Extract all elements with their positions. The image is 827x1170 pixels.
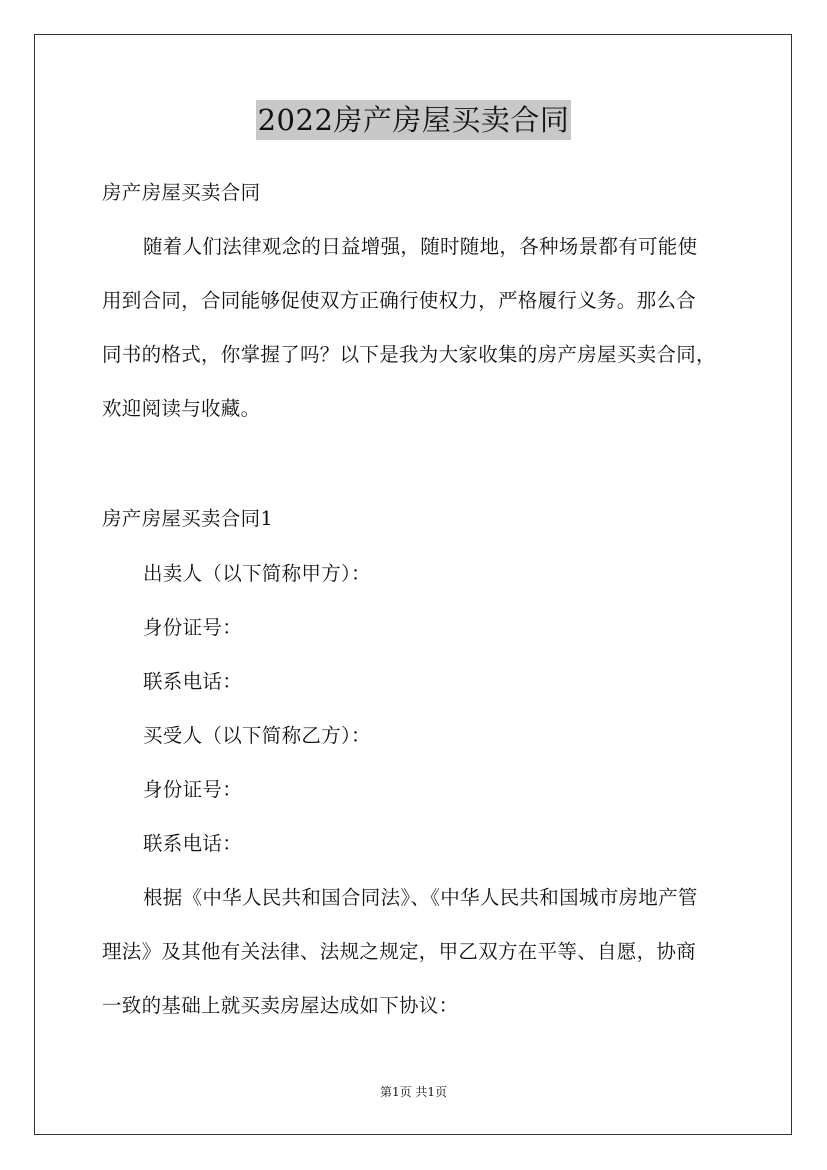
buyer-phone-field: 联系电话：: [143, 832, 243, 855]
intro-line-1: 随着人们法律观念的日益增强，随时随地，各种场景都有可能使: [143, 235, 698, 258]
intro-line-3: 同书的格式，你掌握了吗？以下是我为大家收集的房产房屋买卖合同，: [102, 343, 716, 366]
page-footer: 第1页 共1页: [379, 1085, 448, 1099]
document-subtitle: 房产房屋买卖合同: [102, 181, 261, 204]
buyer-id-field: 身份证号：: [143, 778, 243, 801]
section-heading: 房产房屋买卖合同1: [102, 507, 274, 530]
seller-phone-field: 联系电话：: [143, 670, 243, 693]
intro-line-2: 用到合同，合同能够促使双方正确行使权力，严格履行义务。那么合: [102, 289, 697, 312]
document-title-text: 2022房产房屋买卖合同: [256, 100, 572, 140]
seller-field: 出卖人（以下简称甲方）：: [143, 562, 371, 585]
seller-id-field: 身份证号：: [143, 616, 243, 639]
clause-line-1: 根据《中华人民共和国合同法》、《中华人民共和国城市房地产管: [143, 886, 698, 909]
buyer-field: 买受人（以下简称乙方）：: [143, 724, 371, 747]
intro-line-4: 欢迎阅读与收藏。: [102, 397, 261, 420]
clause-line-3: 一致的基础上就买卖房屋达成如下协议：: [102, 994, 459, 1017]
document-title: [0, 100, 827, 140]
clause-line-2: 理法》及其他有关法律、法规之规定，甲乙双方在平等、自愿，协商: [102, 940, 697, 963]
